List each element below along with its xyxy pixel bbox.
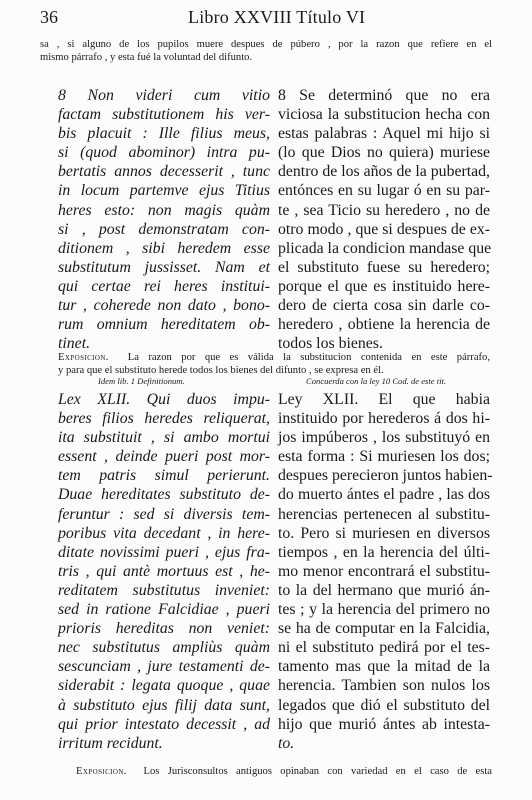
spanish-line: todos los bienes.: [278, 335, 383, 353]
spanish-line: despues perecieron juntos habien-: [278, 467, 493, 485]
running-title: Libro XXVIII Título VI: [188, 7, 366, 27]
lex-42-spanish: [278, 390, 493, 753]
spanish-line: to.: [278, 734, 295, 752]
spanish-line: tamento mas que la mitad de la: [278, 658, 490, 676]
latin-line: beres filios heredes reliquerat,: [58, 410, 270, 428]
spanish-line: tiempos , en la herencia del últi-: [278, 543, 490, 561]
exposition-text: La razon por que es válida la substitucion contenida en este párrafo,: [127, 352, 490, 363]
spanish-line: tes ; y la herencia del primero no: [278, 601, 490, 619]
latin-line: reditatem substitutus inveniet:: [58, 581, 270, 599]
source-note: Idem lib. 1 Definitionum.: [98, 376, 185, 386]
spanish-line: heredero , obtiene la herencia de: [278, 316, 490, 334]
latin-line: sescunciam , jure testamenti de-: [58, 658, 270, 676]
section-8-spanish: [278, 86, 490, 353]
spanish-line: ni el substituto pedirá por el tes-: [278, 639, 490, 657]
exposition-2-line: [76, 765, 492, 778]
latin-line: si (quod abominor) intra pu-: [58, 144, 270, 162]
latin-line: qui certae rei heres institui-: [58, 277, 270, 295]
top-note-line: mismo párrafo , y esta fué la voluntad del difunto.: [40, 52, 253, 63]
latin-line: essent , deinde pueri post mor-: [58, 448, 270, 466]
latin-line: Duae hereditates substituto de-: [58, 486, 270, 504]
spanish-line: mo menor encontrará el substitu-: [278, 562, 490, 580]
exposition-label: Exposicion.: [76, 766, 127, 777]
spanish-line: instituido por herederos á dos hi-: [278, 410, 490, 428]
latin-line: substitutum jussisset. Nam et: [58, 258, 270, 276]
latin-line: qui prior intestato decessit , ad: [58, 715, 270, 733]
latin-line: tris , qui antè mortuus est , he-: [58, 562, 270, 580]
exposition-2: [76, 765, 492, 778]
spanish-line: herencia. Tambien son nulos los: [278, 677, 490, 695]
section-8-latin: [58, 86, 270, 353]
spanish-line: (lo que Dios no quiera) muriese: [278, 144, 490, 162]
exposition-1: [58, 351, 490, 377]
spanish-line: 8 Se determinó que no era: [278, 87, 490, 104]
exposition-label: Exposicion.: [58, 352, 109, 363]
latin-line: si , post demonstratam con-: [58, 220, 270, 238]
latin-line: ditate novissimi pueri , ejus fra-: [58, 543, 270, 561]
latin-line: nec substitutus ampliùs quàm: [58, 639, 270, 657]
spanish-line: estas palabras : Aquel mi hijo si: [278, 125, 490, 143]
spanish-line: to. Pero si muriesen en diversos: [278, 524, 490, 542]
latin-line: tem patris simul perierunt.: [58, 467, 270, 485]
spanish-line: dero de cierta cosa sin darle co-: [278, 297, 490, 315]
latin-line: bis placuit : Ille filius meus,: [58, 125, 270, 143]
latin-line: 8 Non videri cum vitio: [58, 87, 270, 104]
spanish-line: entónces en su lugar ó en su par-: [278, 182, 490, 200]
spanish-line: otro modo , que si despues de ex-: [278, 220, 490, 238]
latin-line: tinet.: [58, 335, 91, 353]
latin-line: feruntur : sed si diversis tem-: [58, 505, 270, 523]
spanish-line: te , sea Ticio su heredero , no de: [278, 201, 490, 219]
latin-line: bertatis annos decesserit , tunc: [58, 163, 270, 181]
spanish-line: do muerto ántes el padre , las dos: [278, 486, 490, 504]
latin-line: prioris hereditas non veniet:: [58, 620, 270, 638]
latin-line: tur , coherede non dato , bono-: [58, 297, 270, 315]
latin-line: ditionem , sibi heredem esse: [58, 239, 270, 257]
spanish-line: esta forma : Si muriesen los dos;: [278, 448, 490, 466]
spanish-line: jos impúberos , los substituyó en: [278, 429, 490, 447]
latin-line: Lex XLII. Qui duos impu-: [58, 391, 270, 408]
lex-42-latin: [58, 390, 270, 753]
spanish-line: el substituto fuese su heredero;: [278, 258, 490, 276]
top-note: [40, 38, 492, 64]
spanish-line: Ley XLII. El que habia: [278, 391, 490, 408]
exposition-text: Los Jurisconsultos antiguos opinaban con variedad en el caso de esta: [143, 766, 493, 777]
latin-line: ita substituit , si ambo mortui: [58, 429, 270, 447]
concordance-note: Concuerda con la ley 10 Cod. de este tit.: [306, 376, 447, 386]
latin-line: in locum partemve ejus Titius: [58, 182, 270, 200]
page-number: 36: [40, 7, 58, 27]
latin-line: à substituto ejus filij data sunt,: [58, 696, 270, 714]
top-note-line: sa , si alguno de los pupilos muere despues de púbero , por la razon que refiere en el: [40, 39, 492, 50]
spanish-line: legados que dió el substituto del: [278, 696, 490, 714]
spanish-line: dentro de los años de la pubertad,: [278, 163, 490, 181]
exposition-1-line: y para que el substituto herede todos los bienes del difunto , se expresa en él.: [58, 365, 384, 376]
spanish-line: to la del hermano que murió án-: [278, 581, 490, 599]
spanish-line: porque el que es instituido here-: [278, 277, 490, 295]
latin-line: poribus vita decedant , in here-: [58, 524, 270, 542]
spanish-line: se ha de computar en la Falcidia,: [278, 620, 490, 638]
spanish-line: hijo que murió ántes ab intesta-: [278, 715, 490, 733]
latin-line: siderabit : legata quoque , quae: [58, 677, 270, 695]
latin-line: irritum recidunt.: [58, 734, 163, 752]
latin-line: heres esto: non magis quàm: [58, 201, 270, 219]
latin-line: rum omnium hereditatem ob-: [58, 316, 270, 334]
spanish-line: plicada la condicion mandase que: [278, 239, 492, 257]
latin-line: sed in ratione Falcidiae , pueri: [58, 601, 270, 619]
spanish-line: herencias pertenecen al substitu-: [278, 505, 490, 523]
exposition-1-line: [58, 351, 490, 364]
latin-line: factam substitutionem his ver-: [58, 106, 270, 124]
spanish-line: viciosa la substitucion hecha con: [278, 106, 490, 124]
